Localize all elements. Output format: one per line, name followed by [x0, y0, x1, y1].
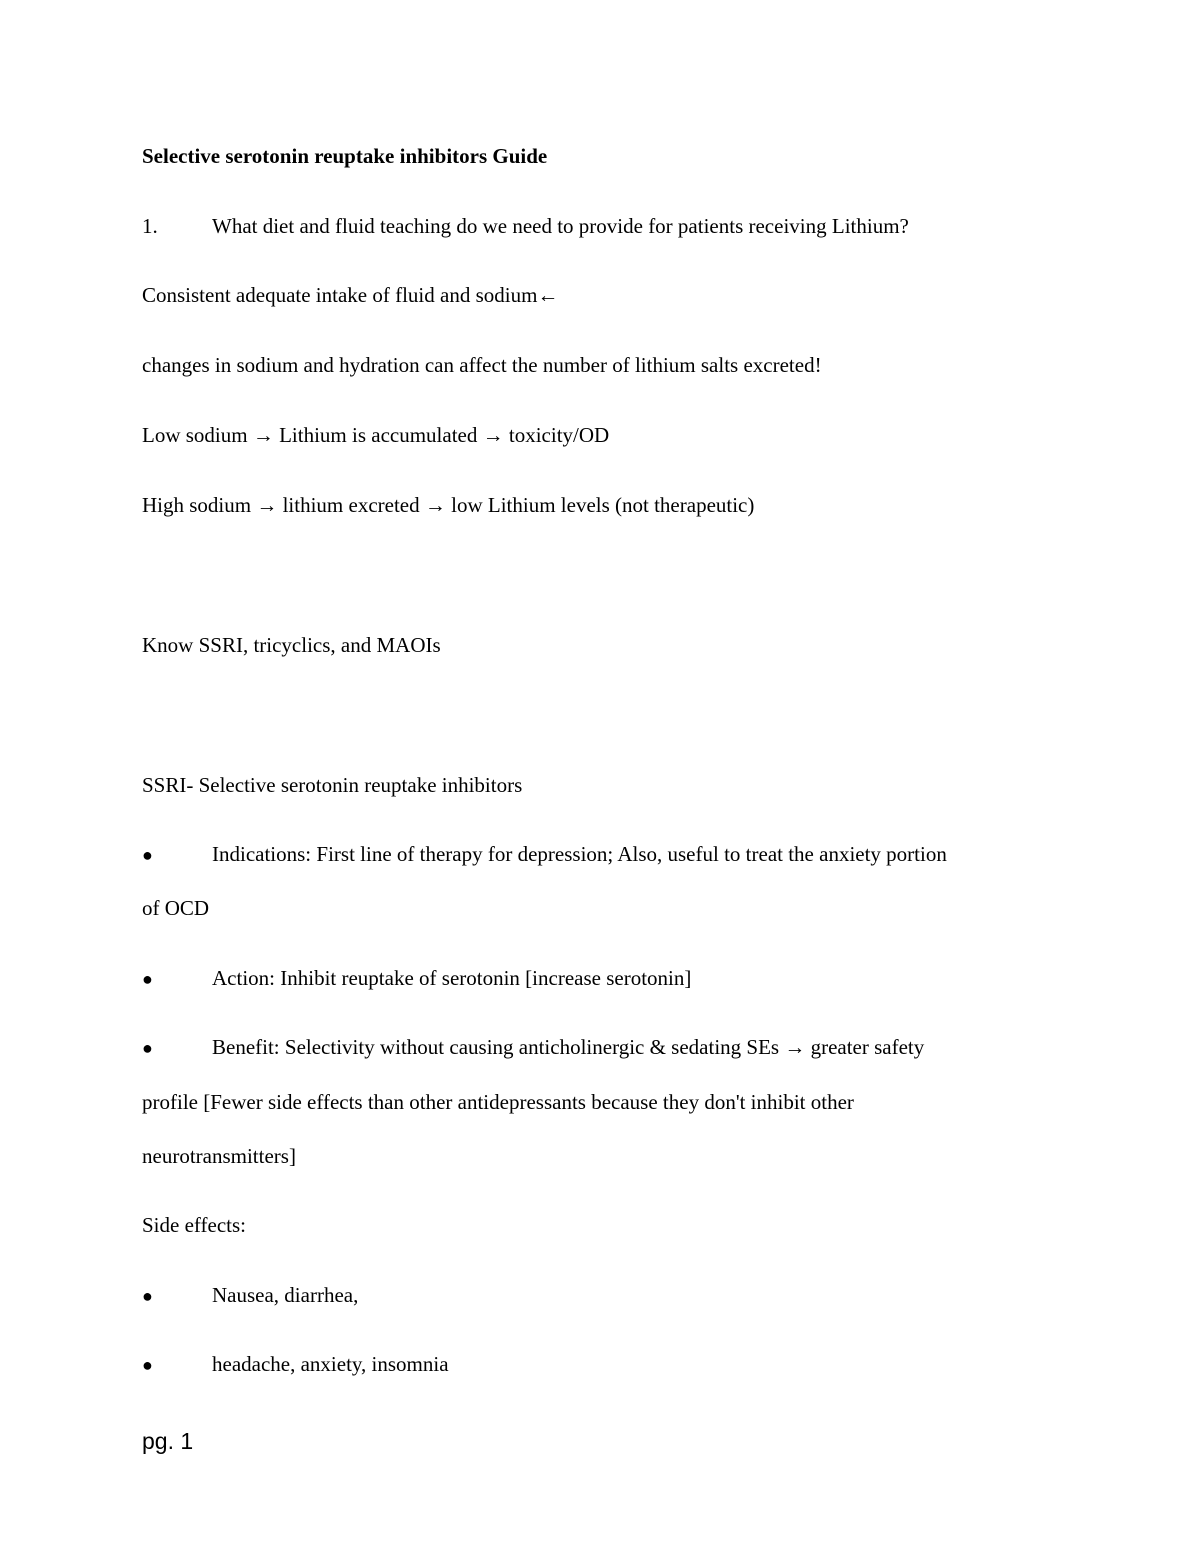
side-effect-item-1: Nausea, diarrhea, [212, 1283, 359, 1307]
bullet-icon: ● [142, 1286, 153, 1306]
benefit-line-3: neurotransmitters] [142, 1144, 296, 1168]
know-line: Know SSRI, tricyclics, and MAOIs [142, 633, 441, 657]
answer-line-1: Consistent adequate intake of fluid and sodium← [142, 283, 559, 307]
benefit-line-2: profile [Fewer side effects than other antidepressants because they don't inhibit other [142, 1090, 854, 1114]
action-line: Action: Inhibit reuptake of serotonin [increase serotonin] [212, 966, 692, 990]
benefit-line-1: Benefit: Selectivity without causing anticholinergic & sedating SEs → greater safety [212, 1035, 925, 1059]
indications-line-1: Indications: First line of therapy for depression; Also, useful to treat the anxiety portion [212, 842, 947, 866]
bullet-icon: ● [142, 969, 153, 989]
question-number: 1. [142, 214, 158, 238]
answer-line-3: Low sodium → Lithium is accumulated → toxicity/OD [142, 423, 610, 447]
document-title: Selective serotonin reuptake inhibitors Guide [142, 144, 548, 168]
bullet-icon: ● [142, 1355, 153, 1375]
side-effect-item-2: headache, anxiety, insomnia [212, 1352, 449, 1376]
side-effects-heading: Side effects: [142, 1213, 246, 1237]
ssri-heading: SSRI- Selective serotonin reuptake inhibitors [142, 773, 523, 797]
bullet-icon: ● [142, 1038, 153, 1058]
bullet-icon: ● [142, 845, 153, 865]
answer-line-2: changes in sodium and hydration can affect the number of lithium salts excreted! [142, 353, 822, 377]
answer-line-4: High sodium → lithium excreted → low Lithium levels (not therapeutic) [142, 493, 755, 517]
question-text: What diet and fluid teaching do we need to provide for patients receiving Lithium? [212, 214, 909, 238]
indications-line-2: of OCD [142, 896, 210, 920]
page-number: pg. 1 [142, 1428, 194, 1454]
